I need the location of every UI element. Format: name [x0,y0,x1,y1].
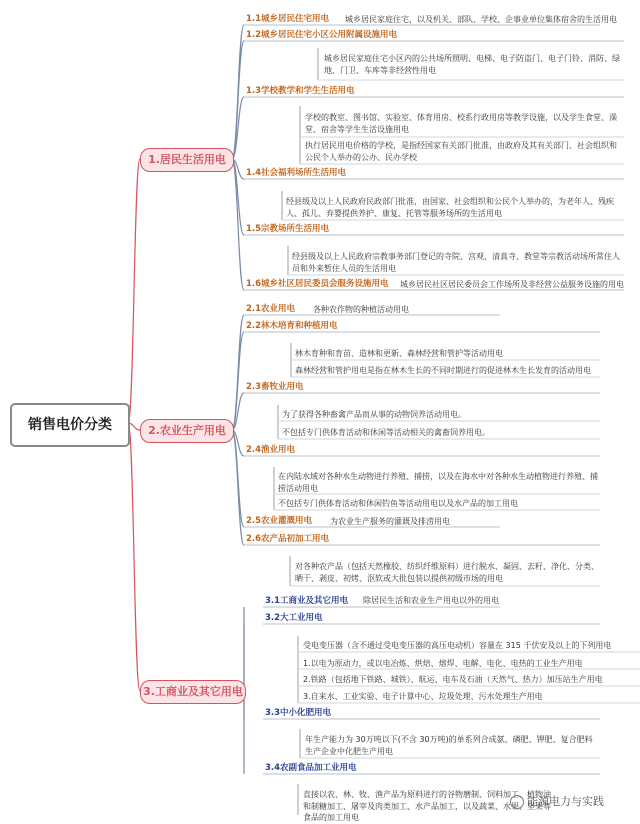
connector-agriculture-5 [232,430,244,545]
item-3-3-desc: 年生产能力为 30万吨以下(不含 30万吨)的单系列合成氨、磷肥、钾肥、复合肥料生产企业中化肥生产用电 [305,735,593,756]
item-2-4-desc: 在内陆水域对各种水生动物进行养殖、捕捞，以及在海水中对各种水生动植物进行养殖、捕捞活动用电 [278,472,598,493]
item-2-1-desc: 各种农作物的种植活动用电 [313,305,409,314]
item-3-2-line4: 3.自来水、工业实验、电子计算中心、垃圾处理、污水处理生产用电 [303,692,543,701]
item-2-5-title[interactable]: 2.5农业灌溉用电 [246,516,313,526]
item-1-3-desc2: 执行居民用电价格的学校，是指经国家有关部门批准，由政府及其有关部门、社会组织和公民个人举办的公办、民办学校 [305,141,617,162]
item-1-6-desc: 城乡居民社区居民委员会工作场所及非经营公益服务设施的用电 [400,280,624,289]
item-2-6-desc: 对各种农产品（包括天然橡胶、纺织纤维原料）进行脱水、凝固、去籽、净化、分类、晒干、剥皮、初烤、沤软或大批包装以提供初级市场的用电 [295,562,599,583]
item-3-4-desc: 直接以农、林、牧、渔产品为原料进行的谷物磨制、饲料加工、植物油和制糖加工、屠宰及肉类加工、水产品加工，以及蔬菜、水果、坚果等食品的加工用电 [303,790,551,823]
item-2-5-desc: 为农业生产服务的灌溉及排涝用电 [330,517,450,526]
item-3-2-title[interactable]: 3.2大工业用电 [265,613,323,623]
category-industry[interactable]: 3.工商业及其它用电 [140,680,246,704]
item-1-2-desc: 城乡居民家庭住宅小区内的公共场所照明、电梯、电子防盗门、电子门铃、消防、绿地、门卫、车库等非经营性用电 [324,54,620,75]
item-2-4-title[interactable]: 2.4渔业用电 [246,445,296,455]
item-1-3-desc: 学校的教室、图书馆、实验室、体育用房、校系行政用房等教学设施，以及学生食堂、澡堂、宿舍等学生生活设施用电 [305,113,617,134]
connector-root-industry [128,423,140,691]
item-3-1-title[interactable]: 3.1工商业及其它用电 [265,596,349,606]
category-agriculture[interactable]: 2.农业生产用电 [140,419,234,443]
item-1-3-title[interactable]: 1.3学校教学和学生生活用电 [246,86,355,96]
item-3-4-title[interactable]: 3.4农副食品加工业用电 [265,763,357,773]
watermark [510,793,604,809]
category-residential[interactable]: 1.居民生活用电 [140,148,234,172]
item-2-3-title[interactable]: 2.3畜牧业用电 [246,382,304,392]
wechat-icon [510,795,524,809]
item-2-4-desc2: 不包括专门供体育活动和休闲钓鱼等活动用电以及水产品的加工用电 [278,499,518,508]
item-1-5-desc: 经县级及以上人民政府宗教事务部门登记的寺院、宫观、清真寺、教堂等宗教活动场所常住人员和外来暂住人员的生活用电 [292,252,620,273]
item-2-2-title[interactable]: 2.2林木培育和种植用电 [246,321,338,331]
item-3-2-line1: 受电变压器（含不通过受电变压器的高压电动机）容量在 315 千伏安及以上的下列用电 [303,641,612,650]
item-1-1-desc: 城乡居民家庭住宅，以及机关、部队、学校、企事业单位集体宿舍的生活用电 [345,15,617,24]
item-1-6-title[interactable]: 1.6城乡社区居民委员会服务设施用电 [246,279,389,289]
connector-root-residential [128,159,140,423]
root-node[interactable]: 销售电价分类 [10,403,130,447]
item-3-2-line3: 2.铁路（包括地下铁路、城铁）、航运、电车及石油（天然气、热力）加压站生产用电 [303,675,603,684]
item-1-5-title[interactable]: 1.5宗教场所生活用电 [246,224,330,234]
item-1-4-title[interactable]: 1.4社会福利场所生活用电 [246,168,347,178]
item-2-6-title[interactable]: 2.6农产品初加工用电 [246,534,330,544]
item-2-2-desc: 林木育种和育苗、造林和更新、森林经营和管护等活动用电 [295,349,503,358]
item-1-1-title[interactable]: 1.1城乡居民住宅用电 [246,14,330,24]
item-1-2-title[interactable]: 1.2城乡居民住宅小区公用附属设施用电 [246,30,398,40]
item-1-4-desc: 经县级及以上人民政府民政部门批准，由国家、社会组织和公民个人举办的，为老年人、残疾人、孤儿、弃婴提供养护、康复、托管等服务场所的生活用电 [286,197,614,218]
item-3-1-desc: 除居民生活和农业生产用电以外的用电 [363,596,499,605]
item-3-2-line2: 1.以电为原动力，或以电冶炼、烘焙、熔焊、电解、电化、电热的工业生产用电 [303,659,583,668]
item-3-3-title[interactable]: 3.3中小化肥用电 [265,708,332,718]
item-2-3-desc2: 不包括专门供体育活动和休闲等活动相关的禽畜饲养用电。 [282,428,490,437]
item-2-2-desc2: 森林经营和管护用电是指在林木生长的不同时期进行的促进林木生长发育的活动用电 [295,366,591,375]
item-2-3-desc: 为了获得各种畜禽产品而从事的动物饲养活动用电。 [282,410,466,419]
item-2-1-title[interactable]: 2.1农业用电 [246,304,296,314]
connector-agriculture-1 [232,332,244,430]
watermark-text: 能源电力与实践 [527,795,604,808]
